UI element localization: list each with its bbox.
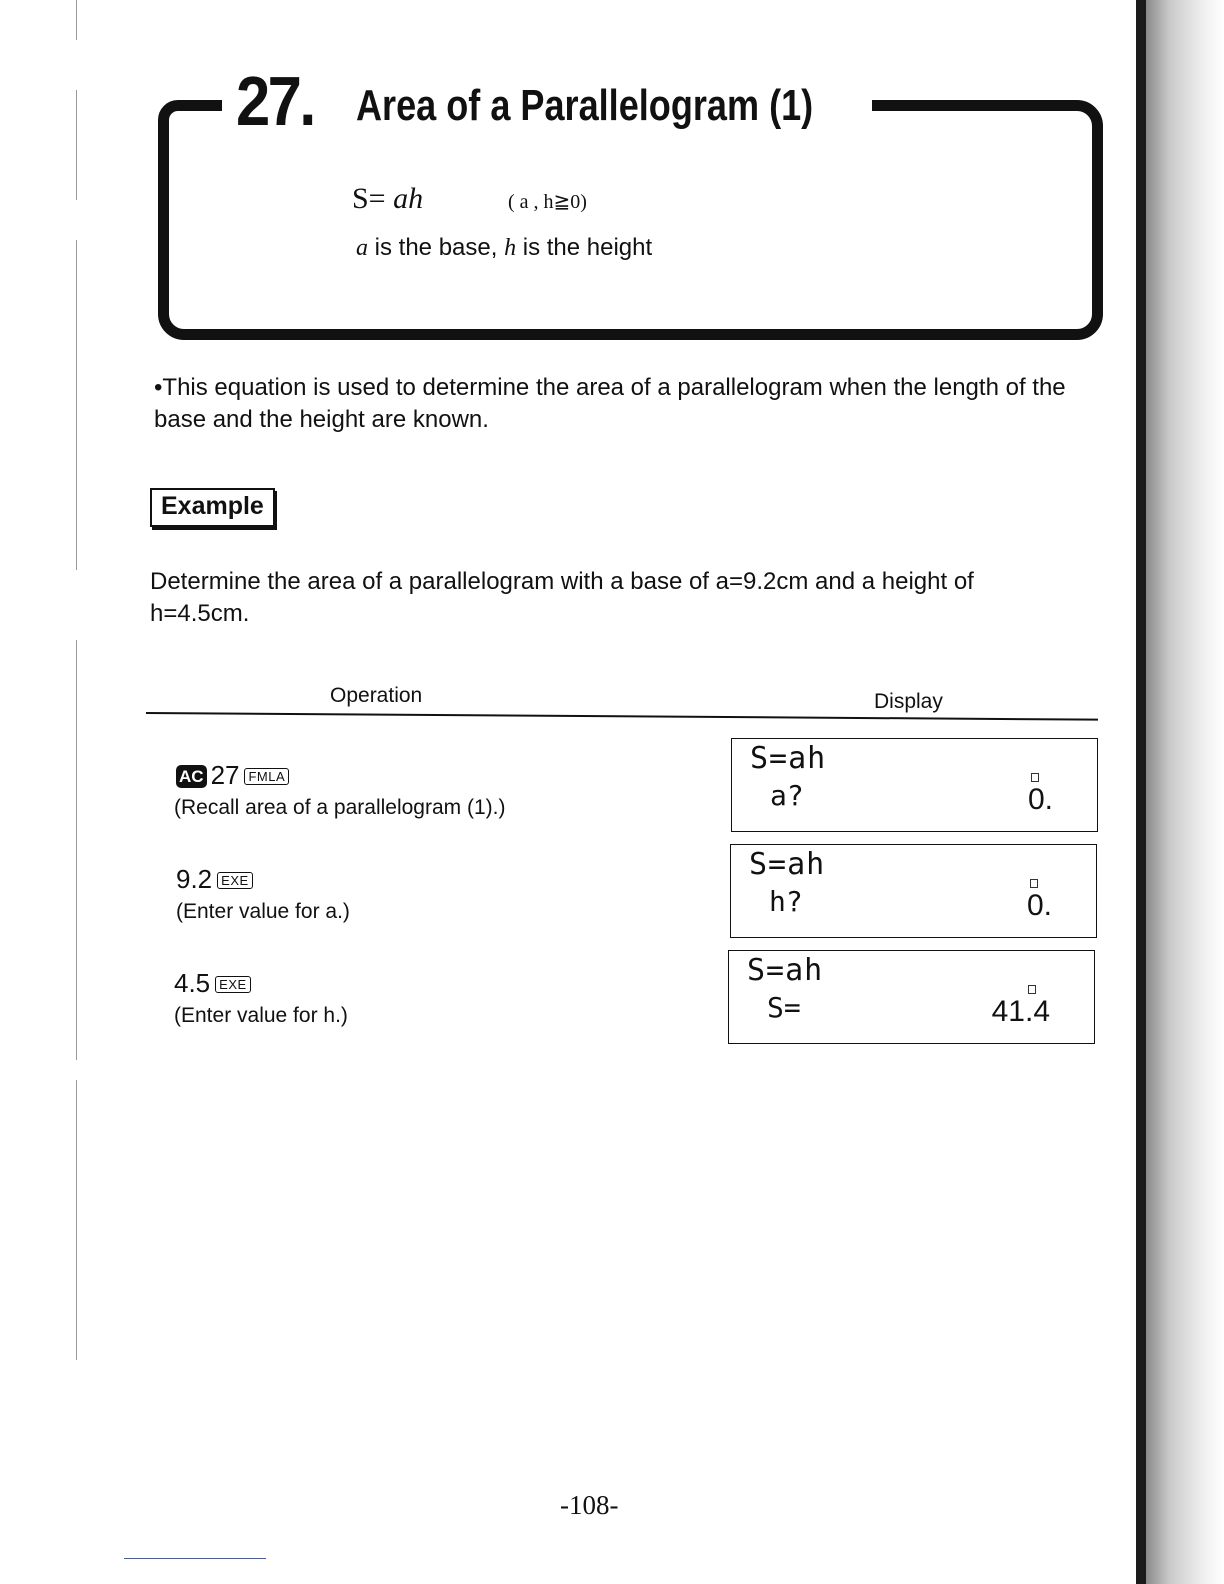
formula-condition: ( a , h≧0) (508, 191, 587, 213)
display-header: Display (874, 690, 943, 713)
header-rule (146, 712, 1098, 721)
lcd-indicator-icon (1028, 985, 1036, 994)
lcd-indicator-icon (1030, 879, 1038, 888)
step-3-note: (Enter value for h.) (174, 1004, 348, 1027)
lcd-display-1 (731, 738, 1098, 832)
lcd-display-2 (730, 844, 1097, 938)
ac-key: AC (176, 765, 207, 788)
page-number: -108- (560, 1490, 619, 1520)
var-h: h (504, 235, 517, 261)
section-title: Area of a Parallelogram (1) (356, 81, 814, 130)
lcd-value: 0. (1027, 783, 1053, 816)
operation-header: Operation (330, 684, 423, 707)
desc-end: is the height (516, 234, 653, 261)
exe-key: EXE (215, 976, 251, 993)
scan-mark (76, 90, 77, 200)
lcd-prompt: a? (770, 779, 804, 812)
var-a: a (356, 235, 368, 261)
formula-rhs: ah (393, 182, 424, 215)
step-3-input: 4.5 (174, 968, 211, 998)
formula-equation (352, 184, 423, 214)
fmla-key: FMLA (244, 768, 289, 785)
bottom-scan-line (124, 1558, 266, 1559)
step-1-keys (176, 762, 289, 788)
step-2-input: 9.2 (176, 864, 213, 894)
page-binding-edge (1136, 0, 1146, 1584)
step-1-input: 27 (210, 760, 240, 790)
lcd-formula: S=ah (747, 953, 824, 988)
example-problem-line2: h=4.5cm. (150, 600, 250, 627)
intro-text: •This equation is used to determine the area of a parallelogram when the length of the base and the height are known. (154, 374, 1066, 433)
section-number: 27. (236, 62, 314, 140)
scan-mark (76, 1080, 77, 1360)
example-label: Example (150, 488, 275, 527)
lcd-formula: S=ah (750, 741, 827, 776)
lcd-prompt: S= (767, 991, 801, 1024)
lcd-display-3 (728, 950, 1095, 1044)
example-problem-line1: Determine the area of a parallelogram with a base of a=9.2cm and a height of (150, 568, 974, 595)
scan-mark (76, 0, 77, 40)
lcd-value: 41.4 (991, 995, 1050, 1028)
formula-lhs: S= (352, 182, 394, 215)
desc-mid: is the base, (368, 234, 505, 261)
lcd-prompt: h? (769, 885, 803, 918)
step-2-note: (Enter value for a.) (176, 900, 350, 923)
scan-mark (76, 240, 77, 570)
formula-description (356, 234, 652, 262)
page-binding-shadow (1146, 0, 1224, 1584)
lcd-indicator-icon (1031, 773, 1039, 782)
lcd-value: 0. (1026, 889, 1052, 922)
step-1-note: (Recall area of a parallelogram (1).) (174, 796, 506, 819)
exe-key: EXE (217, 872, 253, 889)
scan-mark (76, 640, 77, 1060)
lcd-formula: S=ah (749, 847, 826, 882)
step-2-keys (176, 866, 253, 892)
step-3-keys (174, 970, 251, 996)
